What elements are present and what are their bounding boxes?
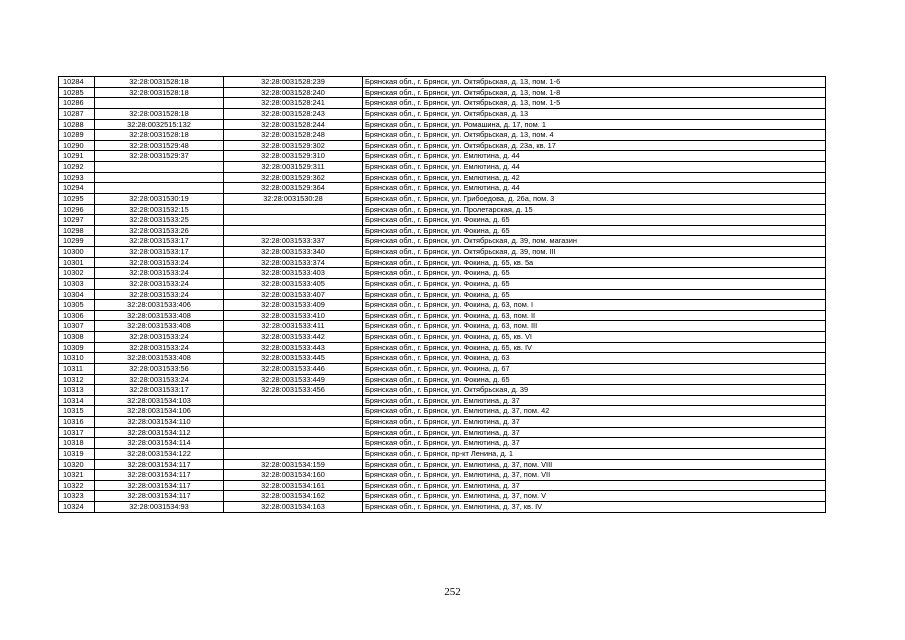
cadastral-number-cell: 32:28:0031533:442 bbox=[224, 332, 363, 343]
parent-cadastral-number-cell: 32:28:0031533:24 bbox=[95, 332, 224, 343]
parent-cadastral-number-cell: 32:28:0031533:408 bbox=[95, 353, 224, 364]
table-row bbox=[59, 321, 826, 332]
row-number-cell: 10318 bbox=[59, 438, 95, 449]
address-cell: Брянская обл., г. Брянск, ул. Фокина, д. 65 bbox=[363, 268, 826, 279]
cadastral-number-cell: 32:28:0031533:411 bbox=[224, 321, 363, 332]
address-cell: Брянская обл., г. Брянск, ул. Фокина, д. 65 bbox=[363, 289, 826, 300]
parent-cadastral-number-cell: 32:28:0031533:17 bbox=[95, 385, 224, 396]
parent-cadastral-number-cell: 32:28:0031534:112 bbox=[95, 427, 224, 438]
address-cell: Брянская обл., г. Брянск, ул. Октябрьская, д. 39, пом. магазин bbox=[363, 236, 826, 247]
property-table-body bbox=[59, 77, 826, 513]
cadastral-number-cell bbox=[224, 395, 363, 406]
row-number-cell: 10304 bbox=[59, 289, 95, 300]
table-row bbox=[59, 491, 826, 502]
row-number-cell: 10305 bbox=[59, 300, 95, 311]
cadastral-number-cell: 32:28:0031529:302 bbox=[224, 140, 363, 151]
cadastral-number-cell: 32:28:0031534:163 bbox=[224, 502, 363, 513]
parent-cadastral-number-cell: 32:28:0031534:117 bbox=[95, 491, 224, 502]
parent-cadastral-number-cell: 32:28:0032515:132 bbox=[95, 119, 224, 130]
row-number-cell: 10294 bbox=[59, 183, 95, 194]
cadastral-number-cell: 32:28:0031528:239 bbox=[224, 77, 363, 88]
table-row bbox=[59, 236, 826, 247]
row-number-cell: 10319 bbox=[59, 448, 95, 459]
address-cell: Брянская обл., г. Брянск, пр-кт Ленина, д. 1 bbox=[363, 448, 826, 459]
cadastral-number-cell: 32:28:0031533:407 bbox=[224, 289, 363, 300]
table-row bbox=[59, 363, 826, 374]
address-cell: Брянская обл., г. Брянск, ул. Октябрьская, д. 13 bbox=[363, 108, 826, 119]
row-number-cell: 10321 bbox=[59, 470, 95, 481]
row-number-cell: 10316 bbox=[59, 417, 95, 428]
address-cell: Брянская обл., г. Брянск, ул. Фокина, д. 65 bbox=[363, 374, 826, 385]
row-number-cell: 10301 bbox=[59, 257, 95, 268]
address-cell: Брянская обл., г. Брянск, ул. Емлютина, д. 44 bbox=[363, 162, 826, 173]
row-number-cell: 10317 bbox=[59, 427, 95, 438]
table-row bbox=[59, 108, 826, 119]
parent-cadastral-number-cell: 32:28:0031534:114 bbox=[95, 438, 224, 449]
address-cell: Брянская обл., г. Брянск, ул. Фокина, д. 65, кв. VI bbox=[363, 332, 826, 343]
cadastral-number-cell: 32:28:0031534:162 bbox=[224, 491, 363, 502]
row-number-cell: 10307 bbox=[59, 321, 95, 332]
address-cell: Брянская обл., г. Брянск, ул. Емлютина, д. 37, пом. 42 bbox=[363, 406, 826, 417]
cadastral-number-cell: 32:28:0031529:310 bbox=[224, 151, 363, 162]
row-number-cell: 10313 bbox=[59, 385, 95, 396]
row-number-cell: 10311 bbox=[59, 363, 95, 374]
address-cell: Брянская обл., г. Брянск, ул. Фокина, д. 67 bbox=[363, 363, 826, 374]
row-number-cell: 10312 bbox=[59, 374, 95, 385]
row-number-cell: 10288 bbox=[59, 119, 95, 130]
parent-cadastral-number-cell: 32:28:0031534:103 bbox=[95, 395, 224, 406]
cadastral-number-cell bbox=[224, 204, 363, 215]
cadastral-number-cell: 32:28:0031528:241 bbox=[224, 98, 363, 109]
row-number-cell: 10285 bbox=[59, 87, 95, 98]
table-row bbox=[59, 151, 826, 162]
cadastral-number-cell: 32:28:0031533:340 bbox=[224, 247, 363, 258]
parent-cadastral-number-cell: 32:28:0031528:18 bbox=[95, 87, 224, 98]
address-cell: Брянская обл., г. Брянск, ул. Фокина, д. 65, кв. IV bbox=[363, 342, 826, 353]
table-row bbox=[59, 193, 826, 204]
parent-cadastral-number-cell bbox=[95, 172, 224, 183]
table-row bbox=[59, 310, 826, 321]
cadastral-number-cell: 32:28:0031533:409 bbox=[224, 300, 363, 311]
address-cell: Брянская обл., г. Брянск, ул. Фокина, д. 65 bbox=[363, 225, 826, 236]
parent-cadastral-number-cell: 32:28:0031533:406 bbox=[95, 300, 224, 311]
parent-cadastral-number-cell: 32:28:0031534:117 bbox=[95, 480, 224, 491]
address-cell: Брянская обл., г. Брянск, ул. Емлютина, д. 37 bbox=[363, 417, 826, 428]
parent-cadastral-number-cell: 32:28:0031534:93 bbox=[95, 502, 224, 513]
cadastral-number-cell bbox=[224, 215, 363, 226]
page-number: 252 bbox=[444, 586, 461, 598]
address-cell: Брянская обл., г. Брянск, ул. Емлютина, д. 37, пом. V bbox=[363, 491, 826, 502]
address-cell: Брянская обл., г. Брянск, ул. Емлютина, д. 37 bbox=[363, 438, 826, 449]
address-cell: Брянская обл., г. Брянск, ул. Фокина, д. 65 bbox=[363, 215, 826, 226]
row-number-cell: 10303 bbox=[59, 278, 95, 289]
cadastral-number-cell: 32:28:0031533:374 bbox=[224, 257, 363, 268]
row-number-cell: 10309 bbox=[59, 342, 95, 353]
cadastral-number-cell: 32:28:0031533:410 bbox=[224, 310, 363, 321]
address-cell: Брянская обл., г. Брянск, ул. Емлютина, д. 42 bbox=[363, 172, 826, 183]
parent-cadastral-number-cell: 32:28:0031534:106 bbox=[95, 406, 224, 417]
row-number-cell: 10315 bbox=[59, 406, 95, 417]
cadastral-number-cell: 32:28:0031533:456 bbox=[224, 385, 363, 396]
cadastral-number-cell bbox=[224, 417, 363, 428]
parent-cadastral-number-cell bbox=[95, 183, 224, 194]
address-cell: Брянская обл., г. Брянск, ул. Грибоедова, д. 26а, пом. 3 bbox=[363, 193, 826, 204]
parent-cadastral-number-cell: 32:28:0031533:408 bbox=[95, 321, 224, 332]
cadastral-number-cell: 32:28:0031533:446 bbox=[224, 363, 363, 374]
row-number-cell: 10296 bbox=[59, 204, 95, 215]
table-row bbox=[59, 268, 826, 279]
parent-cadastral-number-cell: 32:28:0031529:37 bbox=[95, 151, 224, 162]
table-row bbox=[59, 140, 826, 151]
parent-cadastral-number-cell bbox=[95, 98, 224, 109]
row-number-cell: 10284 bbox=[59, 77, 95, 88]
cadastral-number-cell: 32:28:0031528:243 bbox=[224, 108, 363, 119]
cadastral-number-cell: 32:28:0031534:160 bbox=[224, 470, 363, 481]
parent-cadastral-number-cell: 32:28:0031533:17 bbox=[95, 236, 224, 247]
table-row bbox=[59, 87, 826, 98]
parent-cadastral-number-cell: 32:28:0031534:117 bbox=[95, 470, 224, 481]
row-number-cell: 10302 bbox=[59, 268, 95, 279]
address-cell: Брянская обл., г. Брянск, ул. Фокина, д. 65 bbox=[363, 278, 826, 289]
parent-cadastral-number-cell: 32:28:0031533:25 bbox=[95, 215, 224, 226]
cadastral-number-cell: 32:28:0031530:28 bbox=[224, 193, 363, 204]
table-row bbox=[59, 77, 826, 88]
row-number-cell: 10306 bbox=[59, 310, 95, 321]
cadastral-number-cell: 32:28:0031534:161 bbox=[224, 480, 363, 491]
address-cell: Брянская обл., г. Брянск, ул. Емлютина, д. 44 bbox=[363, 151, 826, 162]
table-row bbox=[59, 119, 826, 130]
parent-cadastral-number-cell: 32:28:0031533:24 bbox=[95, 278, 224, 289]
parent-cadastral-number-cell: 32:28:0031534:110 bbox=[95, 417, 224, 428]
cadastral-number-cell bbox=[224, 427, 363, 438]
parent-cadastral-number-cell: 32:28:0031533:24 bbox=[95, 257, 224, 268]
parent-cadastral-number-cell: 32:28:0031533:26 bbox=[95, 225, 224, 236]
row-number-cell: 10286 bbox=[59, 98, 95, 109]
row-number-cell: 10290 bbox=[59, 140, 95, 151]
address-cell: Брянская обл., г. Брянск, ул. Фокина, д. 63, пом. III bbox=[363, 321, 826, 332]
address-cell: Брянская обл., г. Брянск, ул. Октябрьская, д. 13, пом. 1-8 bbox=[363, 87, 826, 98]
row-number-cell: 10310 bbox=[59, 353, 95, 364]
table-row bbox=[59, 427, 826, 438]
cadastral-number-cell: 32:28:0031528:244 bbox=[224, 119, 363, 130]
address-cell: Брянская обл., г. Брянск, ул. Октябрьская, д. 13, пом. 1-5 bbox=[363, 98, 826, 109]
cadastral-number-cell bbox=[224, 438, 363, 449]
row-number-cell: 10314 bbox=[59, 395, 95, 406]
address-cell: Брянская обл., г. Брянск, ул. Октябрьская, д. 39 bbox=[363, 385, 826, 396]
cadastral-number-cell: 32:28:0031528:248 bbox=[224, 130, 363, 141]
table-row bbox=[59, 300, 826, 311]
cadastral-number-cell: 32:28:0031529:362 bbox=[224, 172, 363, 183]
parent-cadastral-number-cell: 32:28:0031534:117 bbox=[95, 459, 224, 470]
parent-cadastral-number-cell: 32:28:0031529:48 bbox=[95, 140, 224, 151]
parent-cadastral-number-cell: 32:28:0031532:15 bbox=[95, 204, 224, 215]
table-row bbox=[59, 502, 826, 513]
table-row bbox=[59, 215, 826, 226]
table-row bbox=[59, 374, 826, 385]
cadastral-number-cell: 32:28:0031529:311 bbox=[224, 162, 363, 173]
table-row bbox=[59, 417, 826, 428]
parent-cadastral-number-cell: 32:28:0031533:24 bbox=[95, 268, 224, 279]
table-row bbox=[59, 385, 826, 396]
table-row bbox=[59, 470, 826, 481]
table-row bbox=[59, 98, 826, 109]
parent-cadastral-number-cell: 32:28:0031530:19 bbox=[95, 193, 224, 204]
table-row bbox=[59, 395, 826, 406]
table-row bbox=[59, 448, 826, 459]
table-row bbox=[59, 247, 826, 258]
address-cell: Брянская обл., г. Брянск, ул. Октябрьская, д. 39, пом. III bbox=[363, 247, 826, 258]
address-cell: Брянская обл., г. Брянск, ул. Емлютина, д. 44 bbox=[363, 183, 826, 194]
address-cell: Брянская обл., г. Брянск, ул. Пролетарская, д. 15 bbox=[363, 204, 826, 215]
cadastral-number-cell: 32:28:0031533:403 bbox=[224, 268, 363, 279]
parent-cadastral-number-cell: 32:28:0031533:17 bbox=[95, 247, 224, 258]
table-row bbox=[59, 438, 826, 449]
cadastral-number-cell bbox=[224, 225, 363, 236]
table-row bbox=[59, 204, 826, 215]
parent-cadastral-number-cell: 32:28:0031528:18 bbox=[95, 130, 224, 141]
parent-cadastral-number-cell: 32:28:0031534:122 bbox=[95, 448, 224, 459]
table-row bbox=[59, 225, 826, 236]
table-row bbox=[59, 289, 826, 300]
address-cell: Брянская обл., г. Брянск, ул. Емлютина, д. 37, пом. VII bbox=[363, 470, 826, 481]
row-number-cell: 10297 bbox=[59, 215, 95, 226]
address-cell: Брянская обл., г. Брянск, ул. Емлютина, д. 37, пом. VIII bbox=[363, 459, 826, 470]
address-cell: Брянская обл., г. Брянск, ул. Октябрьская, д. 23а, кв. 17 bbox=[363, 140, 826, 151]
address-cell: Брянская обл., г. Брянск, ул. Емлютина, д. 37, кв. IV bbox=[363, 502, 826, 513]
table-row bbox=[59, 162, 826, 173]
row-number-cell: 10300 bbox=[59, 247, 95, 258]
row-number-cell: 10292 bbox=[59, 162, 95, 173]
cadastral-number-cell: 32:28:0031533:405 bbox=[224, 278, 363, 289]
cadastral-number-cell: 32:28:0031529:364 bbox=[224, 183, 363, 194]
parent-cadastral-number-cell: 32:28:0031533:24 bbox=[95, 289, 224, 300]
table-row bbox=[59, 278, 826, 289]
cadastral-number-cell: 32:28:0031533:443 bbox=[224, 342, 363, 353]
row-number-cell: 10293 bbox=[59, 172, 95, 183]
cadastral-number-cell: 32:28:0031533:445 bbox=[224, 353, 363, 364]
cadastral-number-cell: 32:28:0031533:337 bbox=[224, 236, 363, 247]
address-cell: Брянская обл., г. Брянск, ул. Емлютина, д. 37 bbox=[363, 395, 826, 406]
row-number-cell: 10324 bbox=[59, 502, 95, 513]
address-cell: Брянская обл., г. Брянск, ул. Фокина, д. 63 bbox=[363, 353, 826, 364]
address-cell: Брянская обл., г. Брянск, ул. Октябрьская, д. 13, пом. 1-6 bbox=[363, 77, 826, 88]
cadastral-number-cell: 32:28:0031528:240 bbox=[224, 87, 363, 98]
table-row bbox=[59, 172, 826, 183]
cadastral-number-cell: 32:28:0031533:449 bbox=[224, 374, 363, 385]
address-cell: Брянская обл., г. Брянск, ул. Октябрьская, д. 13, пом. 4 bbox=[363, 130, 826, 141]
row-number-cell: 10323 bbox=[59, 491, 95, 502]
address-cell: Брянская обл., г. Брянск, ул. Ромашина, д. 17, пом. 1 bbox=[363, 119, 826, 130]
cadastral-number-cell: 32:28:0031534:159 bbox=[224, 459, 363, 470]
address-cell: Брянская обл., г. Брянск, ул. Фокина, д. 63, пом. II bbox=[363, 310, 826, 321]
row-number-cell: 10295 bbox=[59, 193, 95, 204]
address-cell: Брянская обл., г. Брянск, ул. Емлютина, д. 37 bbox=[363, 427, 826, 438]
parent-cadastral-number-cell: 32:28:0031528:18 bbox=[95, 77, 224, 88]
row-number-cell: 10289 bbox=[59, 130, 95, 141]
row-number-cell: 10287 bbox=[59, 108, 95, 119]
table-row bbox=[59, 332, 826, 343]
table-row bbox=[59, 183, 826, 194]
parent-cadastral-number-cell: 32:28:0031533:408 bbox=[95, 310, 224, 321]
property-table bbox=[58, 76, 826, 513]
row-number-cell: 10322 bbox=[59, 480, 95, 491]
address-cell: Брянская обл., г. Брянск, ул. Фокина, д. 63, пом. I bbox=[363, 300, 826, 311]
table-row bbox=[59, 480, 826, 491]
parent-cadastral-number-cell: 32:28:0031533:24 bbox=[95, 342, 224, 353]
table-row bbox=[59, 406, 826, 417]
table-row bbox=[59, 257, 826, 268]
address-cell: Брянская обл., г. Брянск, ул. Фокина, д. 65, кв. 5а bbox=[363, 257, 826, 268]
parent-cadastral-number-cell: 32:28:0031533:24 bbox=[95, 374, 224, 385]
table-row bbox=[59, 353, 826, 364]
parent-cadastral-number-cell: 32:28:0031533:56 bbox=[95, 363, 224, 374]
row-number-cell: 10308 bbox=[59, 332, 95, 343]
row-number-cell: 10320 bbox=[59, 459, 95, 470]
row-number-cell: 10291 bbox=[59, 151, 95, 162]
parent-cadastral-number-cell bbox=[95, 162, 224, 173]
table-row bbox=[59, 459, 826, 470]
address-cell: Брянская обл., г. Брянск, ул. Емлютина, д. 37 bbox=[363, 480, 826, 491]
table-row bbox=[59, 130, 826, 141]
parent-cadastral-number-cell: 32:28:0031528:18 bbox=[95, 108, 224, 119]
cadastral-number-cell bbox=[224, 448, 363, 459]
table-row bbox=[59, 342, 826, 353]
row-number-cell: 10299 bbox=[59, 236, 95, 247]
cadastral-number-cell bbox=[224, 406, 363, 417]
row-number-cell: 10298 bbox=[59, 225, 95, 236]
